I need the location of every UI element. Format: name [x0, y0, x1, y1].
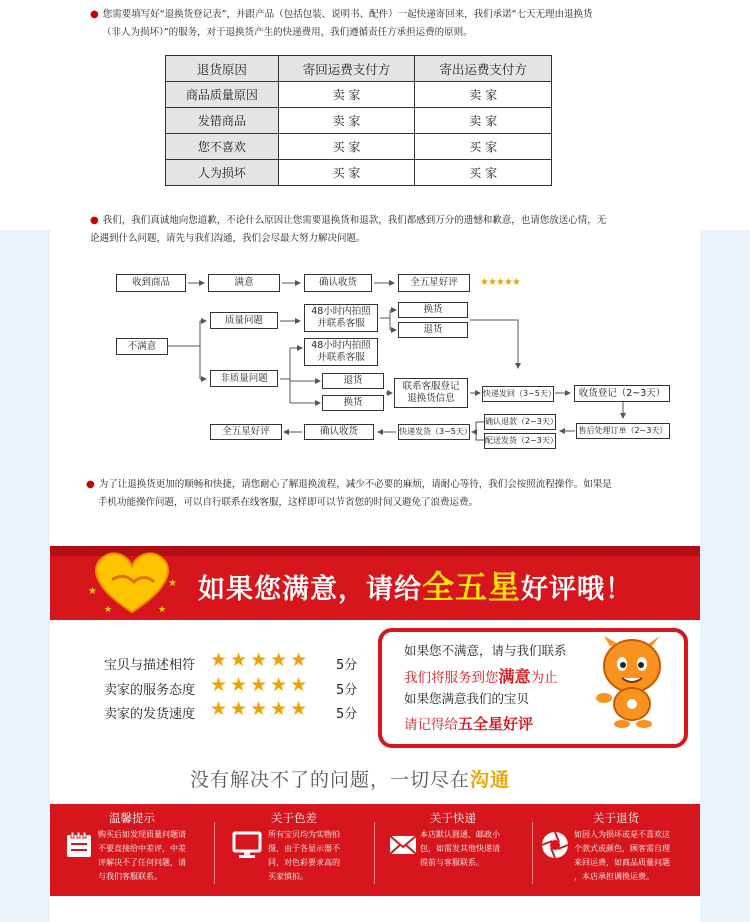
- footer-body: 购买后如发现质量问题请 不要直接给中差评，中差 评解决不了任何问题，请 与我们客服联系。: [98, 830, 186, 881]
- bullet-dot-icon: ●: [90, 215, 99, 226]
- table-header: 寄回运费支付方: [278, 56, 415, 82]
- bullet-dot-icon: ●: [86, 479, 95, 490]
- bullet-dot-icon: ●: [90, 9, 99, 20]
- table-cell: 您不喜欢: [166, 134, 279, 160]
- table-cell: 买 家: [278, 160, 415, 186]
- contact-line-2b: 满意: [498, 667, 531, 686]
- rating-score: 5分: [336, 707, 358, 722]
- rating-stars-icon: ★★★★★: [210, 674, 311, 696]
- table-cell: 人为损坏: [166, 160, 279, 186]
- banner-prefix: 如果您满意，请给: [198, 574, 422, 605]
- flow-exchange: 换货: [398, 302, 468, 318]
- table-cell: 卖 家: [415, 108, 552, 134]
- process-paragraph: [86, 476, 676, 512]
- flow-quality-issue: 质量问题: [210, 312, 278, 329]
- table-cell: 买 家: [415, 134, 552, 160]
- footer-col-tips: [50, 804, 214, 896]
- flow-refund-2: 退货: [322, 373, 384, 389]
- flow-five-star-2: 全五星好评: [210, 424, 282, 440]
- banner-highlight: 全五星: [422, 568, 522, 606]
- contact-line-3: 如果您满意我们的宝贝: [404, 691, 530, 706]
- flow-confirm-receipt: 确认收货: [304, 274, 372, 292]
- footer-col-color: [214, 804, 374, 896]
- flow-satisfied: 满意: [208, 274, 280, 292]
- footer-title: 关于快递: [430, 811, 476, 825]
- flow-confirm-refund: 确认退款（2~3天）: [484, 414, 556, 430]
- svg-text:★: ★: [168, 578, 177, 589]
- footer-col-returns: [532, 804, 700, 896]
- rating-score: 5分: [336, 683, 358, 698]
- flow-unsatisfied: 不满意: [116, 338, 168, 355]
- contact-line-2c: 为止: [530, 670, 558, 686]
- flow-photo-contact-1: 48小时内拍照 并联系客服: [304, 304, 378, 332]
- process-line-2: 手机功能操作问题，可以自行联系在线客服，这样即可以节省您的时间又避免了浪费运费。: [98, 497, 479, 508]
- banner-title: [198, 562, 633, 608]
- apology-line-2: 论遇到什么问题，请先与我们沟通，我们会尽最大努力解决问题。: [90, 233, 366, 244]
- contact-line-1: 如果您不满意，请与我们联系: [404, 643, 567, 658]
- contact-line-4: [404, 713, 533, 734]
- slogan: [190, 765, 510, 792]
- mascot-icon: [594, 636, 668, 728]
- flow-photo-contact-2: 48小时内拍照 并联系客服: [304, 338, 378, 366]
- table-cell: 卖 家: [278, 82, 415, 108]
- apology-line-1: 我们，我们真诚地向您道歉，不论什么原因让您需要退换货和退款，我们都感到万分的遗憾和歉意，也请您放送心情，无: [102, 215, 607, 226]
- flow-after-sale: 售后处理订单（2~3天）: [576, 423, 670, 439]
- table-header: 寄出运费支付方: [415, 56, 552, 82]
- flow-receipt-register: 收货登记（2~3天）: [574, 385, 670, 402]
- footer-title: 关于退货: [593, 811, 639, 825]
- flow-confirm-receipt-2: 确认收货: [304, 424, 374, 440]
- flow-express-ship: 快递发货（3~5天）: [398, 424, 470, 440]
- svg-text:★: ★: [158, 605, 167, 615]
- envelope-icon: [388, 830, 418, 860]
- slogan-highlight: 沟通: [470, 769, 511, 791]
- table-cell: 商品质量原因: [166, 82, 279, 108]
- banner-suffix: 好评哦！: [521, 574, 634, 605]
- table-cell: 卖 家: [278, 108, 415, 134]
- notepad-icon: [64, 830, 94, 860]
- contact-line-2: [404, 664, 558, 687]
- contact-line-4a: 请记得给: [404, 717, 458, 733]
- footer-col-express: [374, 804, 532, 896]
- process-line-1: 为了让退换货更加的顺畅和快捷，请您耐心了解退换流程，减少不必要的麻烦，请耐心等待，我们会按照流程操作。如果是: [98, 479, 612, 490]
- rating-label: 卖家的发货速度: [104, 707, 196, 722]
- rating-stars-icon: ★★★★★: [210, 649, 311, 671]
- rating-score: 5分: [336, 658, 358, 673]
- footer-body: 本店默认圆通、邮政小 包，如需发其他快递请 提前与客服联系。: [420, 830, 500, 867]
- footer-title: 关于色差: [271, 811, 317, 825]
- rating-label: 卖家的服务态度: [104, 683, 196, 698]
- flow-refund: 退货: [398, 322, 468, 338]
- slogan-text: 没有解决不了的问题，一切尽在: [190, 769, 471, 791]
- table-header: 退货原因: [166, 56, 279, 82]
- flow-exchange-2: 换货: [322, 395, 384, 411]
- intro-line-1: 您需要填写好“退换货登记表”，并跟产品（包括包装、说明书、配件）一起快递寄回来，我们承诺“七天无理由退换货: [102, 9, 593, 20]
- contact-line-4b: 五全星好评: [458, 715, 534, 733]
- svg-text:★: ★: [88, 586, 97, 597]
- table-cell: 买 家: [415, 160, 552, 186]
- contact-line-2a: 我们将服务到您: [404, 670, 499, 686]
- camera-shutter-icon: [540, 830, 570, 860]
- flow-register-info: 联系客服登记 退换货信息: [394, 378, 468, 408]
- flow-received: 收到商品: [116, 274, 186, 292]
- footer-body: 所有宝贝均为实物拍 摄，由于各显示器不 同，对色彩要求高的 买家慎拍。: [268, 830, 340, 881]
- heart-handshake-icon: [84, 546, 180, 618]
- rating-label: 宝贝与描述相符: [104, 658, 196, 673]
- five-star-rating-icon: ★★★★★: [480, 277, 520, 288]
- monitor-icon: [232, 830, 262, 860]
- table-cell: 发错商品: [166, 108, 279, 134]
- svg-text:★: ★: [104, 605, 113, 615]
- flow-five-star: 全五星好评: [398, 274, 470, 292]
- table-cell: 买 家: [278, 134, 415, 160]
- footer-body: 如因人为损坏或是不喜欢这 个款式或颜色，顾客需自理 来回运费，如商品质量问题 ，本店承担调换运费。: [574, 830, 670, 881]
- rating-stars-icon: ★★★★★: [210, 698, 311, 720]
- table-cell: 卖 家: [415, 82, 552, 108]
- flow-express-return: 快递发回（3~5天）: [482, 386, 554, 402]
- intro-line-2: （非人为损坏）”的服务，对于退换货产生的快递费用，我们遵循责任方承担运费的原则。: [102, 27, 473, 38]
- flow-non-quality-issue: 非质量问题: [210, 370, 278, 387]
- flow-dispatch-exchange: 配送发货（2~3天）: [484, 433, 556, 449]
- footer-title: 温馨提示: [109, 811, 155, 825]
